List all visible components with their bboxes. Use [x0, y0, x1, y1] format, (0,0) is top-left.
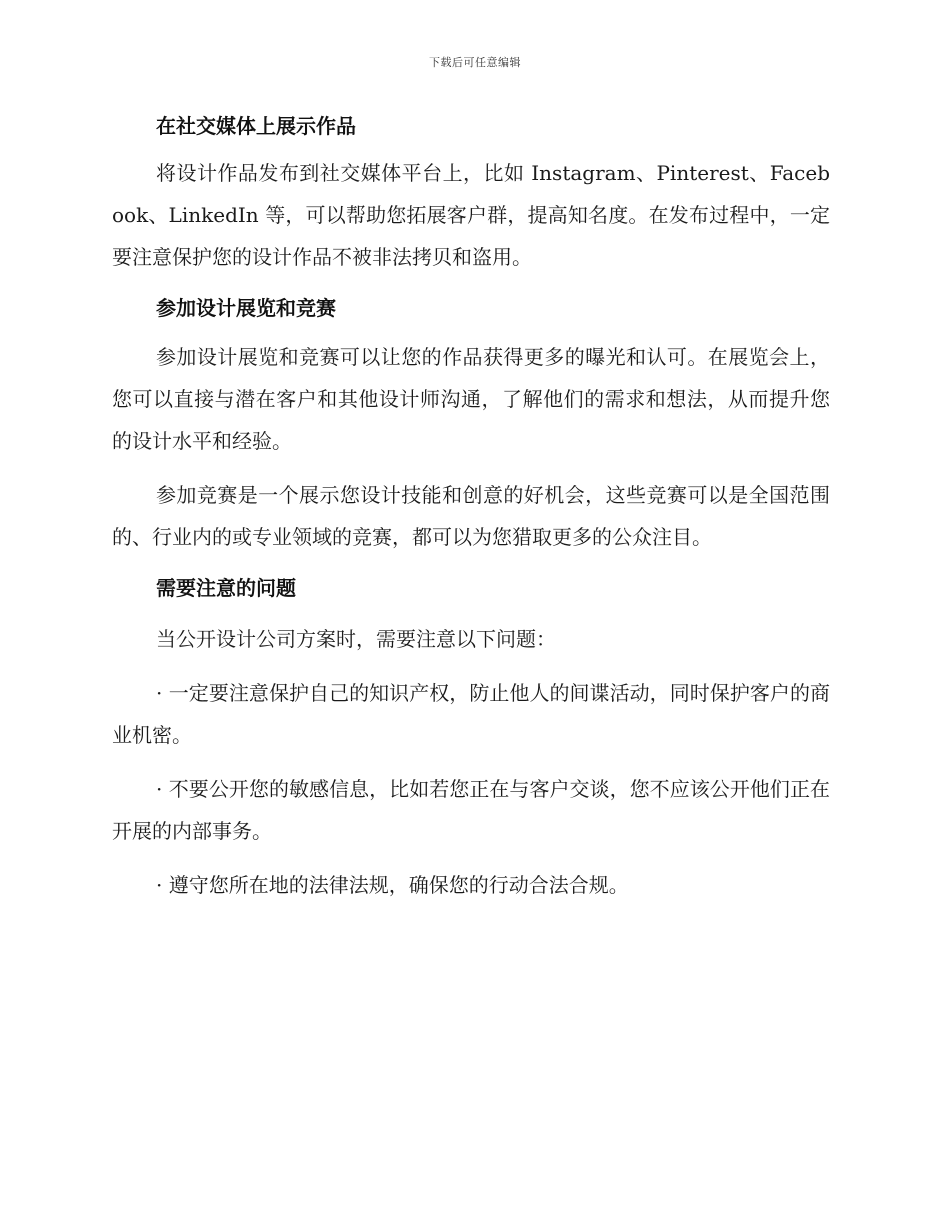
document-body: [112, 108, 830, 906]
page-header: 下载后可任意编辑: [429, 56, 521, 69]
section-social-media: [112, 108, 830, 278]
section-heading: 参加设计展览和竞赛: [156, 296, 336, 320]
paragraph: 参加竞赛是一个展示您设计技能和创意的好机会，这些竞赛可以是全国范围的、行业内的或专业领域的竞赛，都可以为您猎取更多的公众注目。: [112, 483, 830, 549]
paragraph: 参加设计展览和竞赛可以让您的作品获得更多的曝光和认可。在展览会上，您可以直接与潜在客户和其他设计师沟通，了解他们的需求和想法，从而提升您的设计水平和经验。: [112, 345, 830, 453]
section-heading: 需要注意的问题: [156, 576, 296, 600]
bullet-item: · 不要公开您的敏感信息，比如若您正在与客户交谈，您不应该公开他们正在开展的内部事务。: [112, 777, 830, 843]
paragraph: 将设计作品发布到社交媒体平台上，比如 Instagram、Pinterest、Facebook、LinkedIn 等，可以帮助您拓展客户群，提高知名度。在发布过程中，一定要注意保护您的设计作品不被非法拷贝和盗用。: [112, 161, 830, 269]
section-notes: [112, 570, 830, 906]
paragraph: 当公开设计公司方案时，需要注意以下问题：: [156, 627, 556, 651]
section-exhibitions: [112, 290, 830, 558]
section-heading: 在社交媒体上展示作品: [156, 114, 356, 138]
bullet-item: · 遵守您所在地的法律法规，确保您的行动合法合规。: [156, 873, 629, 897]
bullet-item: · 一定要注意保护自己的知识产权，防止他人的间谍活动，同时保护客户的商业机密。: [112, 681, 830, 747]
